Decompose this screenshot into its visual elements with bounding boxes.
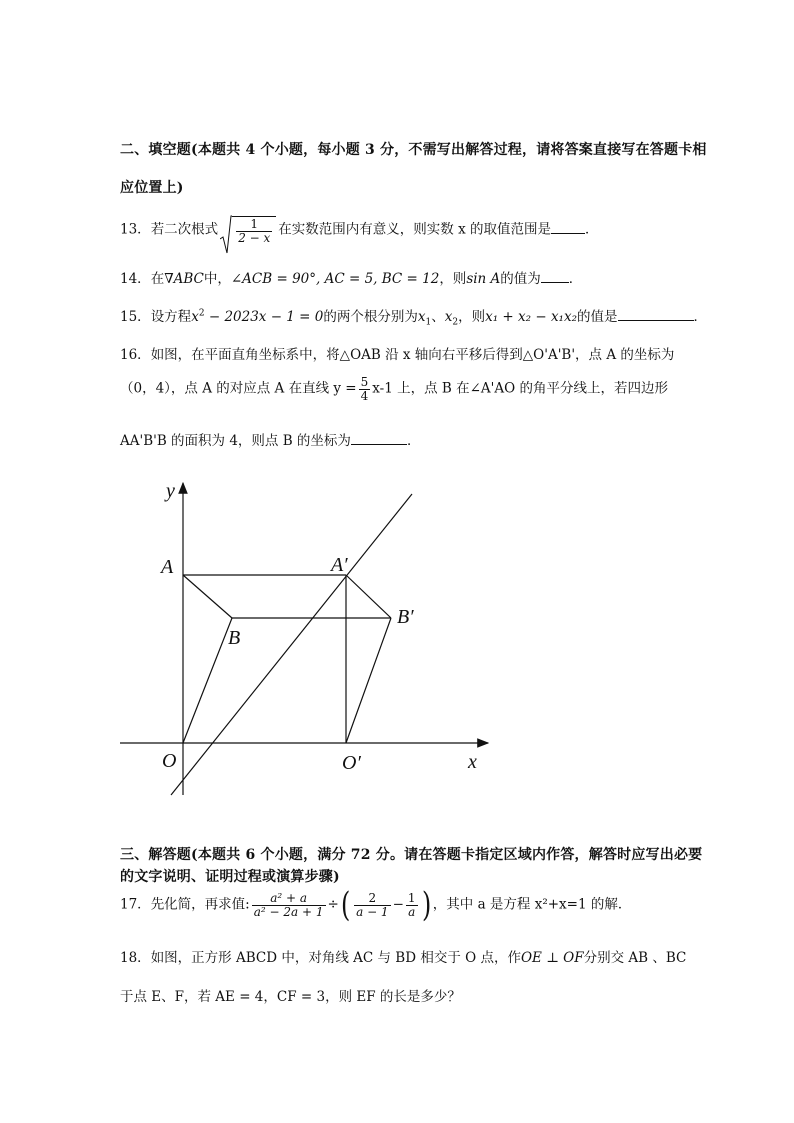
q15-expression: x₁ + x₂ − x₁x₂ [485, 309, 577, 325]
label-y: y [166, 480, 175, 502]
section3-heading-line1: 三、解答题(本题共 6 个小题，满分 72 分。请在答题卡指定区域内作答，解答时应写出必要 [120, 847, 703, 863]
question-15 [120, 305, 707, 328]
q14-expression: sin A [466, 271, 501, 287]
q13-frac-num: 1 [236, 218, 272, 232]
q14-post: ，则 [439, 271, 467, 287]
q14-number: 14． [120, 271, 151, 287]
q13-answer-blank[interactable] [551, 220, 585, 234]
q13-radical [220, 216, 276, 244]
q17-number: 17． [120, 896, 151, 913]
q14-end: ． [568, 271, 583, 287]
q15-root2-sub: 2 [452, 317, 459, 328]
section2-heading-line2: 应位置上) [120, 180, 184, 196]
q14-pre: 在 [150, 271, 165, 287]
q17-pre: 先化简，再求值: [150, 896, 250, 913]
question-18-line2 [120, 985, 461, 1005]
q13-pre: 若二次根式 [150, 221, 219, 238]
q15-eq-var: x [191, 309, 199, 325]
q13-end: ． [584, 221, 599, 238]
q15-sep: 、 [431, 309, 445, 325]
q14-mid: 中， [203, 271, 231, 287]
q14-post2: 的值为 [500, 271, 541, 287]
label-A: A [161, 556, 174, 578]
q17-frac3-num: 1 [407, 890, 416, 905]
q14-triangle: ∇ABC [164, 271, 204, 287]
q16-figure [115, 465, 505, 805]
question-14 [120, 267, 582, 287]
q13-post: 在实数范围内有意义，则实数 x 的取值范围是 [278, 221, 551, 238]
q13-number: 13． [120, 221, 151, 238]
q15-number: 15． [120, 309, 151, 325]
q16-number: 16． [120, 347, 151, 363]
q17-frac2-den: a − 1 [356, 904, 389, 919]
q18-condition: OE ⊥ OF [520, 950, 584, 966]
q17-frac3-den: a [408, 904, 416, 919]
label-O-prime: O′ [342, 752, 361, 774]
q16-slope-den: 4 [360, 388, 369, 403]
q14-condition: ∠ACB = 90°, AC = 5, BC = 12 [230, 271, 440, 287]
section3-heading-line2: 的文字说明、证明过程或演算步骤) [120, 869, 340, 885]
segment-AB [183, 575, 232, 618]
q16-end: ． [406, 433, 421, 449]
line-y-equals [171, 494, 412, 795]
label-x: x [468, 751, 477, 773]
question-16-line2 [120, 376, 668, 402]
section2-heading-line1: 二、填空题(本题共 4 个小题，每小题 3 分，不需写出解答过程，请将答案直接写在答题卡相 [120, 142, 707, 158]
question-16-line3 [120, 429, 420, 449]
q17-minus: − [392, 896, 404, 913]
q16-text-line1: 如图，在平面直角坐标系中，将△OAB 沿 x 轴向右平移后得到△O'A'B'，点 A 的坐标为 [150, 347, 675, 363]
question-17: 17．先化简，再求值: $\frac{\text{a² + a}}{\text{a² − 2a + 1}}$ ÷( $\frac{2}{a - 1}$ − $\frac{1}{a}$ ) ，其中 a 是方程 x²+x=1 的解． [120, 885, 632, 925]
q15-end: ． [693, 309, 707, 325]
q15-mid2: ，则 [458, 309, 486, 325]
q18-text-pre: 如图，正方形 ABCD 中，对角线 AC 与 BD 相交于 O 点，作 [150, 950, 521, 966]
q18-number: 18． [120, 950, 151, 966]
q16-text-line2-post: x-1 上，点 B 在∠A'AO 的角平分线上，若四边形 [372, 380, 668, 397]
q14-answer-blank[interactable] [541, 269, 569, 283]
q16-text-line3: AA'B'B 的面积为 4，则点 B 的坐标为 [120, 433, 351, 449]
question-16-line1 [120, 343, 674, 363]
segment-OB [183, 618, 232, 743]
q15-post: 的值是 [577, 309, 618, 325]
q15-root2: x [444, 309, 453, 325]
segment-O2B2 [346, 618, 391, 743]
q15-eq-exp: 2 [198, 308, 205, 319]
q15-eq-rest: − 2023x − 1 = 0 [204, 309, 324, 325]
q13-frac-den: 2 − x [238, 230, 271, 245]
question-13 [120, 216, 598, 244]
q17-frac1-num: a² + a [252, 892, 326, 906]
q18-text-post: 分别交 AB 、BC [583, 950, 687, 966]
q16-answer-blank[interactable] [351, 431, 407, 445]
q16-slope-num: 5 [360, 375, 369, 389]
q17-frac2-num: 2 [354, 892, 390, 906]
q15-root1-sub: 1 [425, 317, 432, 328]
label-O: O [162, 750, 177, 772]
q15-answer-blank[interactable] [618, 307, 694, 321]
q17-post: ，其中 a 是方程 x²+x=1 的解． [432, 896, 632, 913]
q17-frac1-den: a² − 2a + 1 [253, 904, 324, 919]
label-A-prime: A′ [331, 554, 348, 576]
q15-root1: x [417, 309, 426, 325]
question-18-line1 [120, 946, 686, 966]
q17-divide: ÷ [327, 896, 339, 913]
q18-text-line2: 于点 E、F，若 AE = 4，CF = 3，则 EF 的长是多少？ [120, 989, 461, 1005]
q15-mid: 的两个根分别为 [323, 309, 418, 325]
segment-A2B2 [346, 575, 391, 618]
label-B: B [228, 627, 241, 649]
q15-pre: 设方程 [150, 309, 192, 325]
label-B-prime: B′ [397, 606, 414, 628]
q16-text-line2-pre: （0，4），点 A 的对应点 A 在直线 y = [120, 380, 357, 397]
